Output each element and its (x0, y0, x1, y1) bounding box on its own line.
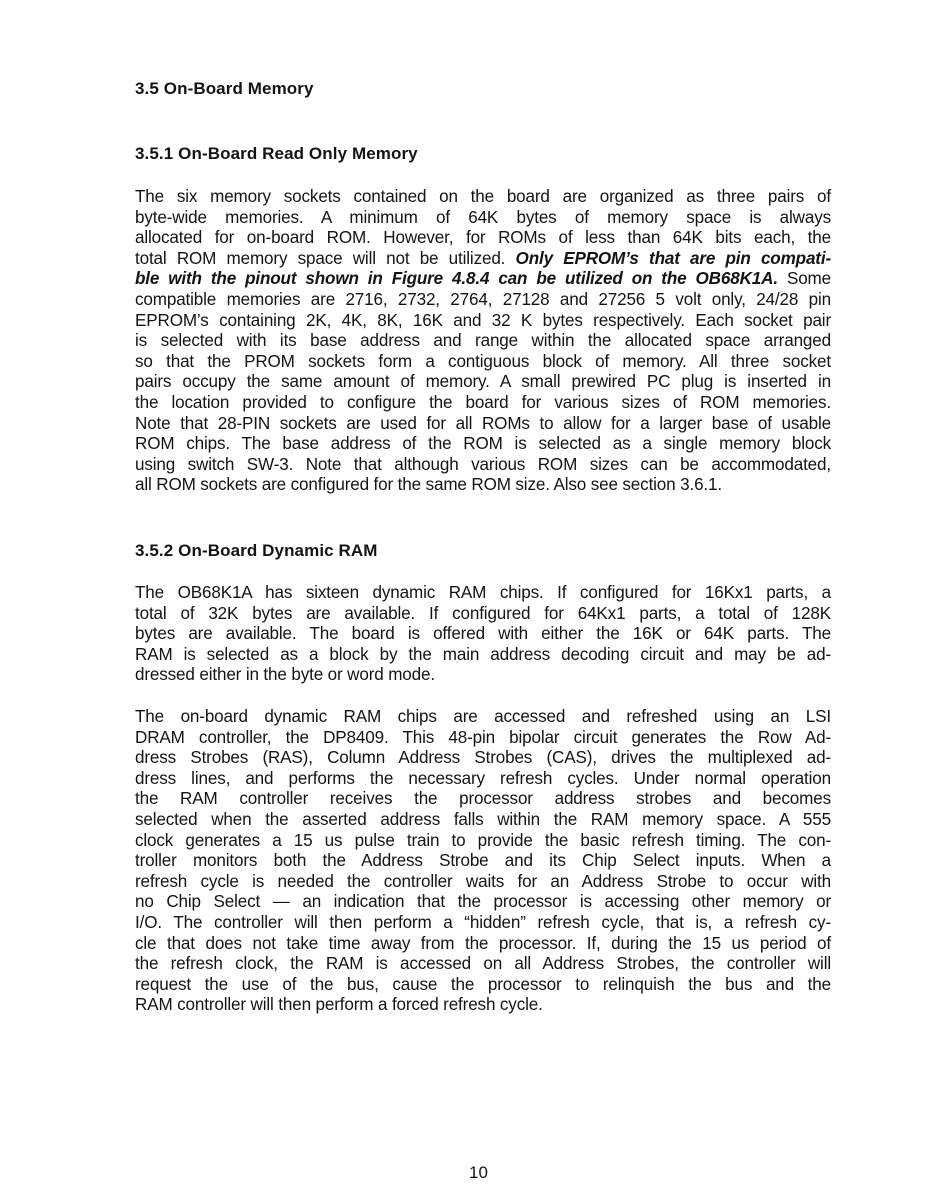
text-line: bytes are available. The board is offered with either the 16K or 64K parts. The (135, 624, 831, 644)
text-line: no Chip Select — an indication that the processor is accessing other memory or (135, 892, 831, 912)
text-line: The six memory sockets contained on the board are organized as three pairs of (135, 187, 831, 206)
page-number: 10 (469, 1163, 488, 1182)
text-line: using switch SW-3. Note that although various ROM sizes can be accommodated, (135, 454, 831, 474)
text-line: compatible memories are 2716, 2732, 2764, 27128 and 27256 5 volt only, 24/28 pin (135, 289, 831, 309)
text-line: all ROM sockets are configured for the same ROM size. Also see section 3.6.1. (135, 475, 722, 495)
text-line: dress lines, and performs the necessary refresh cycles. Under normal operation (135, 768, 831, 788)
text-line: RAM controller will then perform a forced refresh cycle. (135, 995, 543, 1015)
paragraph-ram-overview (135, 583, 831, 686)
text-line: cle that does not take time away from the processor. If, during the 15 us period of (135, 933, 831, 953)
text-line: request the use of the bus, cause the processor to relinquish the bus and the (135, 974, 831, 994)
emphasis-text: Only EPROM’s that are pin compati- (515, 248, 831, 268)
text-line: refresh cycle is needed the controller waits for an Address Strobe to occur with (135, 871, 831, 891)
paragraph-rom (135, 187, 831, 496)
text-line: selected when the asserted address falls within the RAM memory space. A 555 (135, 809, 831, 829)
text-line: DRAM controller, the DP8409. This 48-pin bipolar circuit generates the Row Ad- (135, 727, 831, 747)
text-line: the location provided to configure the board for various sizes of ROM memories. (135, 392, 831, 412)
text-line: the refresh clock, the RAM is accessed on all Address Strobes, the controller will (135, 954, 831, 974)
subsection-heading-rom: 3.5.1 On-Board Read Only Memory (135, 144, 418, 163)
text-line: total of 32K bytes are available. If configured for 64Kx1 parts, a total of 128K (135, 603, 831, 623)
text-line: clock generates a 15 us pulse train to provide the basic refresh timing. The con- (135, 830, 831, 850)
text-line: troller monitors both the Address Strobe and its Chip Select inputs. When a (135, 851, 831, 871)
text-line: the RAM controller receives the processor address strobes and becomes (135, 789, 831, 809)
subsection-heading-ram: 3.5.2 On-Board Dynamic RAM (135, 541, 378, 560)
text-line: allocated for on-board ROM. However, for ROMs of less than 64K bits each, the (135, 228, 831, 248)
text-line: I/O. The controller will then perform a “hidden” refresh cycle, that is, a refresh cy- (135, 912, 831, 932)
text-line: Note that 28-PIN sockets are used for all ROMs to allow for a larger base of usable (135, 413, 831, 433)
paragraph-ram-controller (135, 707, 831, 1016)
text-line (135, 249, 831, 270)
text-line: dressed either in the byte or word mode. (135, 665, 435, 685)
text-run: total ROM memory space will not be utilized. (135, 248, 516, 268)
text-line: byte-wide memories. A minimum of 64K bytes of memory space is always (135, 207, 831, 227)
text-line: The on-board dynamic RAM chips are accessed and refreshed using an LSI (135, 707, 831, 726)
text-run: Some (777, 269, 831, 289)
text-line: pairs occupy the same amount of memory. A small prewired PC plug is inserted in (135, 372, 831, 392)
text-line: The OB68K1A has sixteen dynamic RAM chips. If configured for 16Kx1 parts, a (135, 583, 831, 602)
emphasis-text: ble with the pinout shown in Figure 4.8.4 can be utilized on the OB68K1A. (135, 269, 778, 289)
text-line: is selected with its base address and range within the allocated space arranged (135, 331, 831, 351)
text-line (135, 269, 831, 290)
text-line: RAM is selected as a block by the main address decoding circuit and may be ad- (135, 644, 831, 664)
text-line: EPROM’s containing 2K, 4K, 8K, 16K and 32 K bytes respectively. Each socket pair (135, 310, 831, 330)
text-line: so that the PROM sockets form a contiguous block of memory. All three socket (135, 351, 831, 371)
section-heading: 3.5 On-Board Memory (135, 79, 314, 98)
text-line: ROM chips. The base address of the ROM is selected as a single memory block (135, 434, 831, 454)
text-line: dress Strobes (RAS), Column Address Strobes (CAS), drives the multiplexed ad- (135, 748, 831, 768)
